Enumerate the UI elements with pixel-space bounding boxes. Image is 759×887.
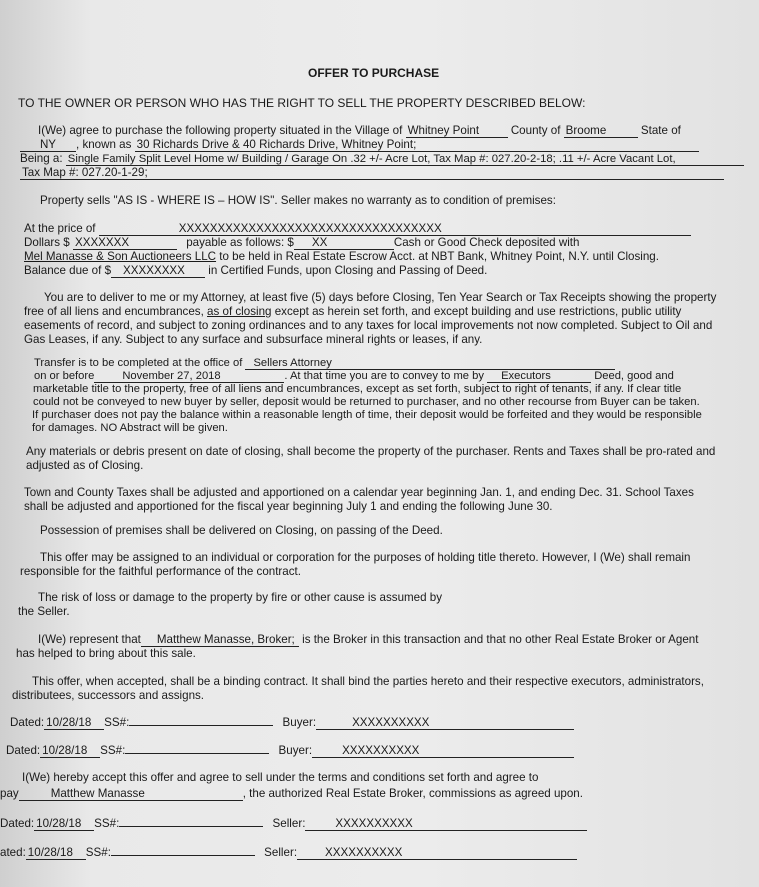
property-line-1: I(We) agree to purchase the following property situated in the Village of Whitney Point County of Broome State of <box>38 124 681 137</box>
seller-signature-row: Dated: 10/28/18 SS#: Seller: XXXXXXXXXX <box>0 817 587 831</box>
deposit-field: XX <box>294 237 394 250</box>
transfer-line-5: If purchaser does not pay the balance within a reasonable length of time, their deposit would be forfeited and they would be responsible <box>32 409 702 421</box>
broker-line-1: I(We) represent that Matthew Manasse, Broker; is the Broker in this transaction and that no other Real Estate Broker or Agent <box>38 633 699 646</box>
transfer-line-4: could not be conveyed to new buyer by seller, deposit would be returned to purchaser, and no other recourse from Buyer can be taken. <box>33 396 700 408</box>
seller-ssn-field <box>111 855 255 856</box>
dollars-field: XXXXXXX <box>73 237 177 250</box>
broker-line-2: has helped to bring about this sale. <box>16 647 196 660</box>
as-is-line: Property sells "AS IS - WHERE IS – HOW IS". Seller makes no warranty as to condition of premises: <box>40 194 556 207</box>
risk-line-2: the Seller. <box>18 605 70 618</box>
binding-line-2: distributees, successors and assigns. <box>12 689 205 702</box>
assign-line-1: This offer may be assigned to an individual or corporation for the purposes of holding title thereto. However, I (We) shall remain <box>40 551 691 564</box>
buyer-ssn-field <box>129 725 273 726</box>
risk-line-1: The risk of loss or damage to the property by fire or other cause is assumed by <box>38 591 443 604</box>
dollars-line: Dollars $ XXXXXXX payable as follows: $ XX Cash or Good Check deposited with <box>24 236 580 249</box>
binding-line-1: This offer, when accepted, shall be a binding contract. It shall bind the parties hereto and their respective executors, administrators, <box>32 675 704 688</box>
deliver-line-2: free of all liens and encumbrances, as of closing except as herein set forth, and except building and use restrictions, public utility <box>24 305 682 318</box>
deed-type-field: Executors <box>487 370 591 383</box>
transfer-line-3: marketable title to the property, free of all liens and encumbrances, except as set forth, subject to right of tenants, if any. If clear title <box>33 383 682 395</box>
taxmap-field: Tax Map #: 027.20-1-29; <box>20 167 724 180</box>
escrow-line: Mel Manasse & Son Auctioneers LLC to be held in Real Estate Escrow Acct. at NBT Bank, Whitney Point, N.Y. until Closing. <box>24 250 659 263</box>
buyer-signature-row: Dated: 10/28/18 SS#: Buyer: XXXXXXXXXX <box>6 744 574 758</box>
deliver-line-1: You are to deliver to me or my Attorney, at least five (5) days before Closing, Ten Year Search or Tax Receipts showing the property <box>44 291 717 304</box>
transfer-line-2: on or before November 27, 2018 . At that time you are to convey to me by Executors Deed, good and <box>34 370 674 382</box>
accept-line-1: I(We) hereby accept this offer and agree to sell under the terms and conditions set forth and agree to <box>22 771 539 784</box>
taxes-line-2: shall be adjusted and apportioned for the fiscal year beginning July 1 and ending the following June 30. <box>24 500 553 513</box>
deliver-line-4: Gas Leases, if any. Subject to any surface and subsurface mineral rights or leases, if any. <box>24 333 483 346</box>
seller-ssn-field <box>119 826 263 827</box>
transfer-line-1: Transfer is to be completed at the office of Sellers Attorney <box>34 356 615 370</box>
taxes-line-1: Town and County Taxes shall be adjusted and apportioned on a calendar year beginning Jan. 1, and ending Dec. 31. School Taxes <box>24 486 694 499</box>
document-title: OFFER TO PURCHASE <box>308 66 440 80</box>
being-field: Single Family Split Level Home w/ Building / Garage On .32 +/- Acre Lot, Tax Map #: 027.20-2-18; .11 +/- Acre Vacant Lot, <box>66 153 744 166</box>
seller-broker-field: Matthew Manasse <box>19 788 243 801</box>
known-as-field: 30 Richards Drive & 40 Richards Drive, Whitney Point; <box>135 139 699 152</box>
transfer-line-6: for damages. NO Abstract will be given. <box>32 422 228 434</box>
closing-date-field: November 27, 2018 <box>94 370 284 383</box>
buyer-signature-row: Dated: 10/28/18 SS#: Buyer: XXXXXXXXXX <box>10 716 574 730</box>
assign-line-2: responsible for the faithful performance of the contract. <box>20 565 301 578</box>
county-field: Broome <box>564 125 638 138</box>
buyer-ssn-field <box>125 753 269 754</box>
balance-field: XXXXXXXX <box>111 265 205 278</box>
village-field: Whitney Point <box>406 125 508 138</box>
seller-signature-row: ated: 10/28/18 SS#: Seller: XXXXXXXXXX <box>0 846 577 860</box>
possession-line: Possession of premises shall be delivered on Closing, on passing of the Deed. <box>40 524 443 537</box>
escrow-holder: Mel Manasse & Son Auctioneers LLC <box>24 250 217 263</box>
closing-office-field: Sellers Attorney <box>245 357 615 370</box>
balance-line: Balance due of $ XXXXXXXX in Certified Funds, upon Closing and Passing of Deed. <box>24 264 488 277</box>
materials-line-2: adjusted as of Closing. <box>26 459 144 472</box>
buyer-name-field: XXXXXXXXXX <box>312 745 574 758</box>
materials-line-1: Any materials or debris present on date of closing, shall become the property of the purchaser. Rents and Taxes shall be pro-rated and <box>26 445 716 458</box>
property-line-2: NY , known as 30 Richards Drive & 40 Richards Drive, Whitney Point; <box>20 138 699 152</box>
price-line: At the price of XXXXXXXXXXXXXXXXXXXXXXXXXXXXXXXXXX <box>24 222 691 236</box>
state-field: NY <box>20 139 76 152</box>
broker-field: Matthew Manasse, Broker; <box>141 634 299 647</box>
price-words-field: XXXXXXXXXXXXXXXXXXXXXXXXXXXXXXXXXX <box>99 223 691 236</box>
property-line-3: Being a: Single Family Split Level Home w/ Building / Garage On .32 +/- Acre Lot, Tax Map #: 027.20-2-18; .11 +/- Acre Vacant Lot, <box>20 152 744 166</box>
property-line-4 <box>20 166 724 180</box>
deliver-line-3: easements of record, and subject to zoning ordinances and to any taxes for local improvements not now completed. Subject to Oil and <box>24 319 713 332</box>
seller-name-field: XXXXXXXXXX <box>297 847 577 860</box>
accept-line-2: pay Matthew Manasse , the authorized Real Estate Broker, commissions as agreed upon. <box>0 787 583 800</box>
buyer-name-field: XXXXXXXXXX <box>316 717 574 730</box>
seller-name-field: XXXXXXXXXX <box>305 818 587 831</box>
addressee-line: TO THE OWNER OR PERSON WHO HAS THE RIGHT TO SELL THE PROPERTY DESCRIBED BELOW: <box>18 96 586 110</box>
